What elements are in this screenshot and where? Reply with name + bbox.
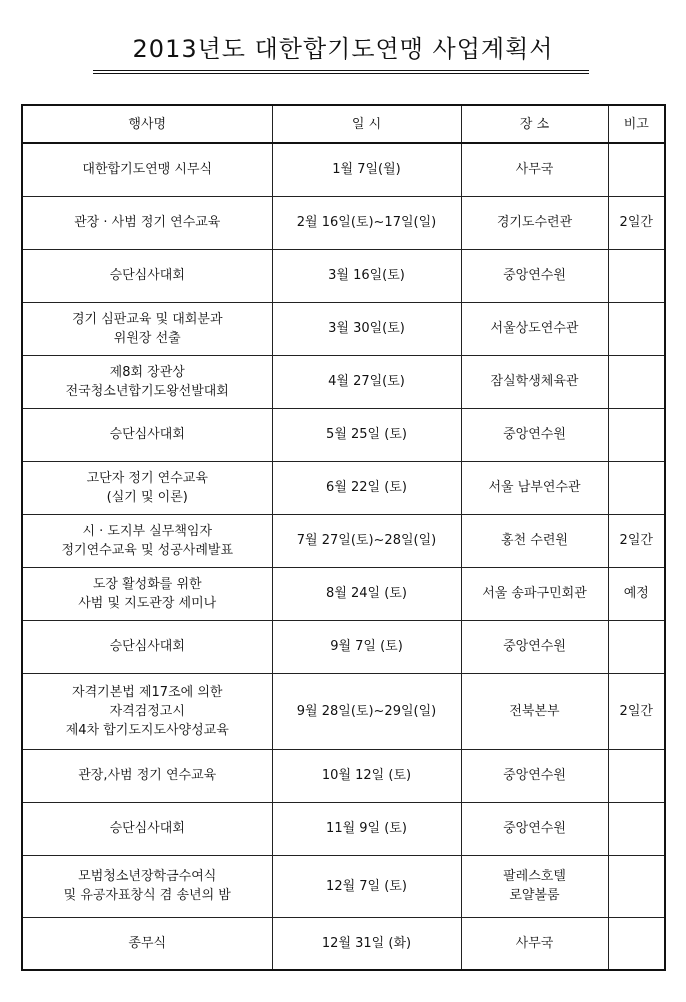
cell-event: 제8회 장관상 전국청소년합기도왕선발대회: [22, 355, 272, 408]
table-row: [22, 749, 665, 802]
cell-note: [608, 302, 665, 355]
cell-place: 경기도수련관: [461, 196, 608, 249]
table-row: [22, 408, 665, 461]
table-row: [22, 855, 665, 917]
cell-note: 2일간: [608, 514, 665, 567]
cell-note: [608, 855, 665, 917]
cell-place: 서울상도연수관: [461, 302, 608, 355]
cell-date: 9월 7일 (토): [272, 620, 461, 673]
column-header-date: 일 시: [272, 105, 461, 143]
cell-place: 홍천 수련원: [461, 514, 608, 567]
cell-date: 12월 31일 (화): [272, 917, 461, 970]
table-row: [22, 143, 665, 196]
business-plan-table: [21, 104, 666, 971]
page-title: 2013년도 대한합기도연맹 사업계획서: [132, 35, 554, 63]
cell-date: 5월 25일 (토): [272, 408, 461, 461]
cell-date: 6월 22일 (토): [272, 461, 461, 514]
cell-place: 사무국: [461, 917, 608, 970]
table-row: [22, 302, 665, 355]
table-header-row: [22, 105, 665, 143]
cell-note: [608, 620, 665, 673]
table-row: [22, 249, 665, 302]
cell-event: 관장,사범 정기 연수교육: [22, 749, 272, 802]
cell-place: 잠실학생체육관: [461, 355, 608, 408]
table-row: [22, 196, 665, 249]
cell-event: 경기 심판교육 및 대회분과 위원장 선출: [22, 302, 272, 355]
cell-event: 관장 · 사범 정기 연수교육: [22, 196, 272, 249]
cell-place: 팔레스호텔 로얄볼룸: [461, 855, 608, 917]
cell-note: [608, 802, 665, 855]
cell-place: 서울 송파구민회관: [461, 567, 608, 620]
cell-event: 자격기본법 제17조에 의한 자격검정고시 제4차 합기도지도사양성교육: [22, 673, 272, 749]
cell-place: 중앙연수원: [461, 802, 608, 855]
cell-note: [608, 355, 665, 408]
column-header-place: 장 소: [461, 105, 608, 143]
cell-place: 중앙연수원: [461, 249, 608, 302]
table-row: [22, 620, 665, 673]
cell-date: 11월 9일 (토): [272, 802, 461, 855]
table-row: [22, 514, 665, 567]
cell-place: 서울 남부연수관: [461, 461, 608, 514]
cell-date: 10월 12일 (토): [272, 749, 461, 802]
cell-date: 3월 16일(토): [272, 249, 461, 302]
cell-note: 2일간: [608, 673, 665, 749]
cell-place: 전북본부: [461, 673, 608, 749]
cell-note: [608, 143, 665, 196]
cell-event: 종무식: [22, 917, 272, 970]
table-body: [22, 143, 665, 970]
table-row: [22, 673, 665, 749]
cell-event: 승단심사대회: [22, 408, 272, 461]
cell-note: [608, 917, 665, 970]
table-row: [22, 802, 665, 855]
table-row: [22, 355, 665, 408]
title-underline: [93, 70, 589, 74]
cell-event: 대한합기도연맹 시무식: [22, 143, 272, 196]
column-header-note: 비고: [608, 105, 665, 143]
cell-event: 시 · 도지부 실무책임자 정기연수교육 및 성공사례발표: [22, 514, 272, 567]
cell-event: 승단심사대회: [22, 249, 272, 302]
cell-place: 중앙연수원: [461, 620, 608, 673]
cell-note: [608, 749, 665, 802]
table-row: [22, 917, 665, 970]
cell-note: 예정: [608, 567, 665, 620]
cell-place: 중앙연수원: [461, 749, 608, 802]
cell-date: 1월 7일(월): [272, 143, 461, 196]
cell-date: 7월 27일(토)~28일(일): [272, 514, 461, 567]
cell-date: 2월 16일(토)~17일(일): [272, 196, 461, 249]
cell-place: 중앙연수원: [461, 408, 608, 461]
cell-date: 4월 27일(토): [272, 355, 461, 408]
cell-date: 8월 24일 (토): [272, 567, 461, 620]
cell-event: 승단심사대회: [22, 802, 272, 855]
table-row: [22, 567, 665, 620]
cell-place: 사무국: [461, 143, 608, 196]
table-row: [22, 461, 665, 514]
cell-note: [608, 408, 665, 461]
cell-event: 승단심사대회: [22, 620, 272, 673]
cell-date: 12월 7일 (토): [272, 855, 461, 917]
cell-note: [608, 249, 665, 302]
cell-note: [608, 461, 665, 514]
cell-note: 2일간: [608, 196, 665, 249]
cell-event: 고단자 정기 연수교육 (실기 및 이론): [22, 461, 272, 514]
cell-event: 모범청소년장학금수여식 및 유공자표창식 겸 송년의 밤: [22, 855, 272, 917]
cell-date: 3월 30일(토): [272, 302, 461, 355]
cell-date: 9월 28일(토)~29일(일): [272, 673, 461, 749]
column-header-event: 행사명: [22, 105, 272, 143]
cell-event: 도장 활성화를 위한 사범 및 지도관장 세미나: [22, 567, 272, 620]
